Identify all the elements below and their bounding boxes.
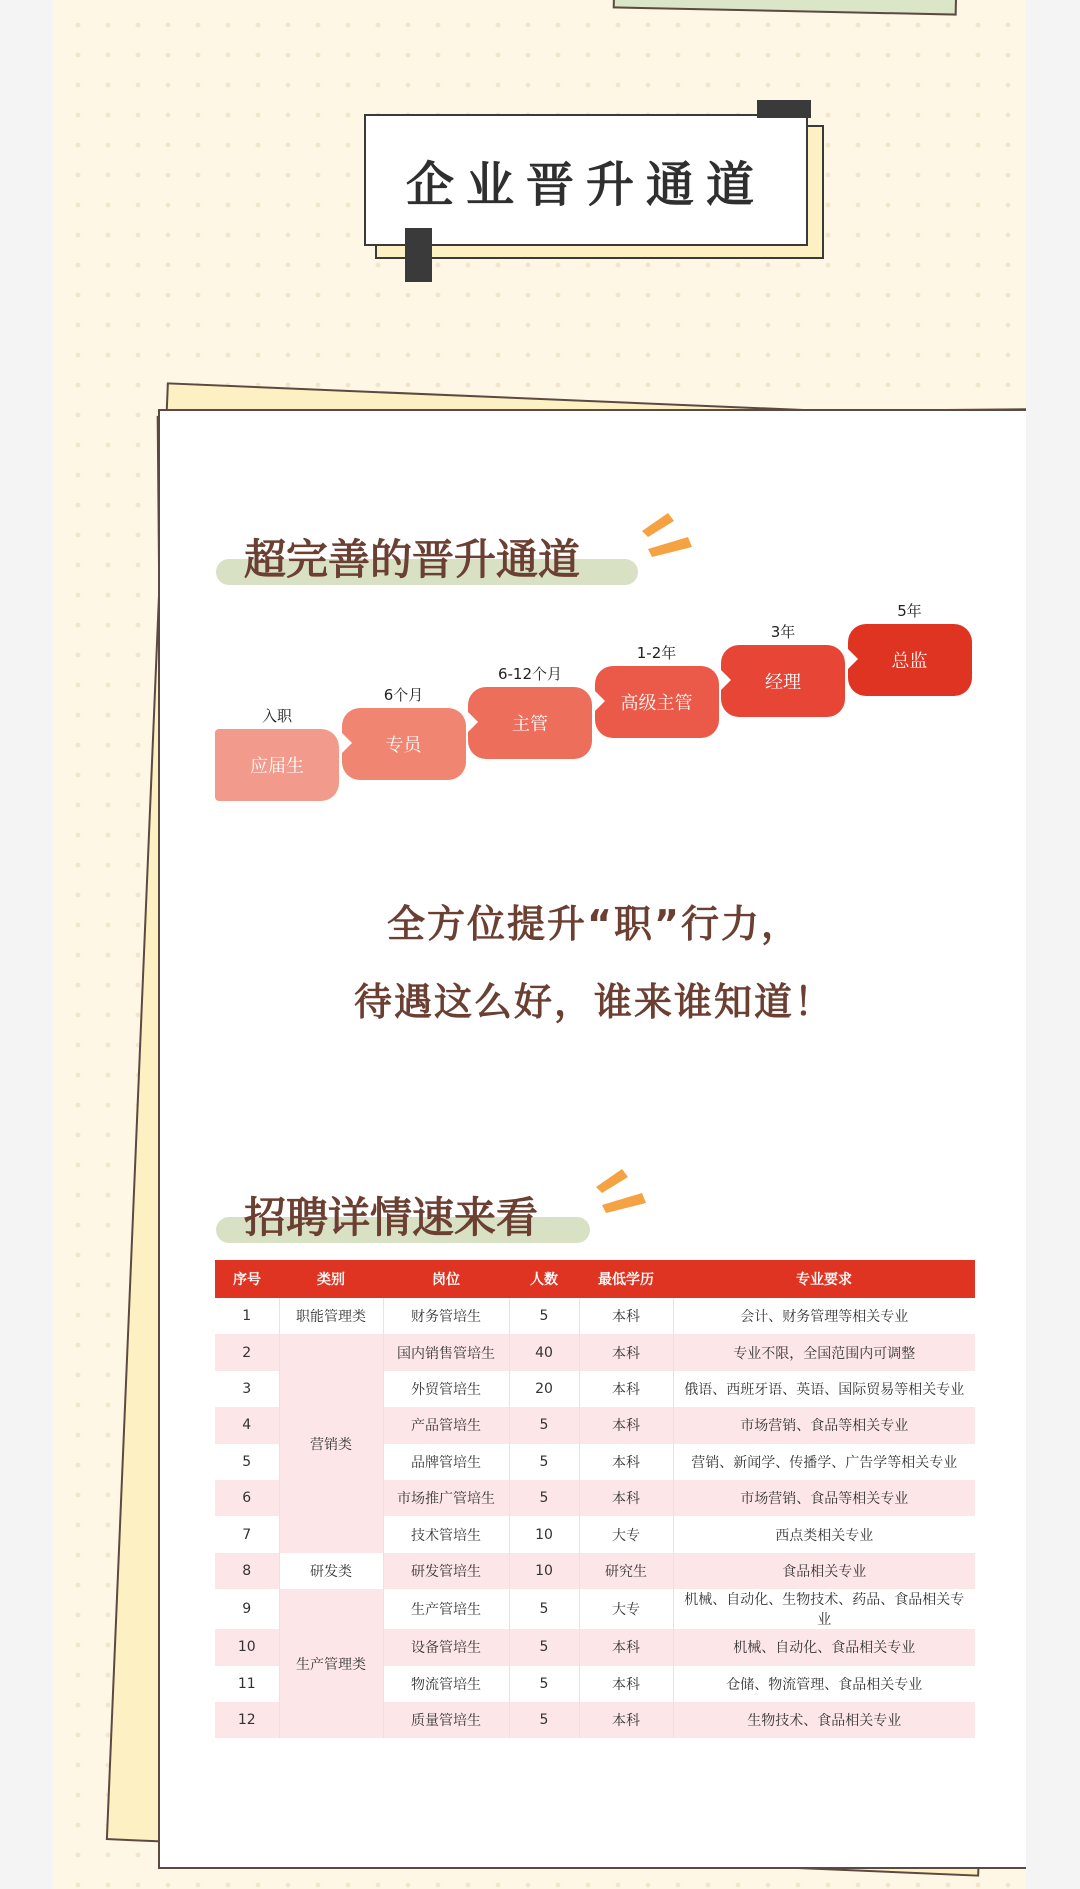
previous-card-edge bbox=[613, 0, 958, 16]
cell-position: 研发管培生 bbox=[383, 1553, 509, 1589]
cell-education: 本科 bbox=[579, 1666, 673, 1702]
table-row bbox=[215, 1553, 975, 1589]
cell-count: 5 bbox=[509, 1702, 579, 1738]
career-step bbox=[721, 645, 845, 717]
career-step-label: 总监 bbox=[891, 651, 928, 672]
cell-no: 6 bbox=[215, 1480, 279, 1516]
cell-count: 40 bbox=[509, 1334, 579, 1370]
cell-major: 市场营销、食品等相关专业 bbox=[673, 1407, 975, 1443]
table-row bbox=[215, 1589, 975, 1629]
cell-major: 机械、自动化、生物技术、药品、食品相关专业 bbox=[673, 1589, 975, 1629]
table-header-row bbox=[215, 1260, 975, 1298]
cell-position: 品牌管培生 bbox=[383, 1444, 509, 1480]
step-notch bbox=[594, 690, 605, 712]
cell-no: 10 bbox=[215, 1629, 279, 1665]
sparkle-icon bbox=[592, 1165, 652, 1213]
header-education: 最低学历 bbox=[579, 1260, 673, 1298]
cell-position: 质量管培生 bbox=[383, 1702, 509, 1738]
cell-count: 5 bbox=[509, 1589, 579, 1629]
content-card bbox=[158, 409, 1026, 1869]
table-row bbox=[215, 1298, 975, 1334]
milestone-label: 5年 bbox=[897, 602, 922, 620]
cell-no: 4 bbox=[215, 1407, 279, 1443]
banner-tab-bottom bbox=[405, 228, 432, 282]
milestone-label: 6个月 bbox=[383, 686, 424, 704]
banner-title: 企业晋升通道 bbox=[364, 114, 808, 246]
cell-position: 外贸管培生 bbox=[383, 1371, 509, 1407]
cell-major: 会计、财务管理等相关专业 bbox=[673, 1298, 975, 1334]
cell-no: 1 bbox=[215, 1298, 279, 1334]
sparkle-icon bbox=[638, 509, 698, 557]
slogan-line-2: 待遇这么好，谁来谁知道！ bbox=[353, 980, 834, 1024]
header-no: 序号 bbox=[215, 1260, 279, 1298]
cell-count: 5 bbox=[509, 1444, 579, 1480]
cell-education: 大专 bbox=[579, 1589, 673, 1629]
cell-position: 技术管培生 bbox=[383, 1516, 509, 1552]
cell-major: 仓储、物流管理、食品相关专业 bbox=[673, 1666, 975, 1702]
step-notch bbox=[720, 669, 731, 691]
header-position: 岗位 bbox=[383, 1260, 509, 1298]
cell-education: 研究生 bbox=[579, 1553, 673, 1589]
header-category: 类别 bbox=[279, 1260, 383, 1298]
heading-text: 招聘详情速来看 bbox=[244, 1193, 539, 1242]
cell-count: 10 bbox=[509, 1516, 579, 1552]
career-step bbox=[468, 687, 592, 759]
career-step bbox=[215, 729, 339, 801]
cell-major: 生物技术、食品相关专业 bbox=[673, 1702, 975, 1738]
cell-count: 5 bbox=[509, 1480, 579, 1516]
cell-count: 5 bbox=[509, 1407, 579, 1443]
cell-count: 5 bbox=[509, 1666, 579, 1702]
heading-text: 超完善的晋升通道 bbox=[244, 535, 581, 584]
cell-position: 财务管培生 bbox=[383, 1298, 509, 1334]
cell-position: 国内销售管培生 bbox=[383, 1334, 509, 1370]
career-step-label: 应届生 bbox=[250, 756, 304, 777]
cell-education: 本科 bbox=[579, 1407, 673, 1443]
header-count: 人数 bbox=[509, 1260, 579, 1298]
cell-position: 产品管培生 bbox=[383, 1407, 509, 1443]
milestone-label: 6-12个月 bbox=[497, 665, 563, 683]
cell-category: 生产管理类 bbox=[279, 1589, 383, 1738]
career-step-label: 专员 bbox=[385, 735, 422, 756]
recruitment-table bbox=[215, 1260, 975, 1738]
cell-no: 2 bbox=[215, 1334, 279, 1370]
banner-tab-top bbox=[757, 100, 811, 118]
career-step bbox=[342, 708, 466, 780]
cell-education: 本科 bbox=[579, 1480, 673, 1516]
cell-no: 3 bbox=[215, 1371, 279, 1407]
cell-position: 生产管培生 bbox=[383, 1589, 509, 1629]
cell-count: 5 bbox=[509, 1629, 579, 1665]
cell-no: 9 bbox=[215, 1589, 279, 1629]
cell-major: 食品相关专业 bbox=[673, 1553, 975, 1589]
cell-position: 设备管培生 bbox=[383, 1629, 509, 1665]
cell-count: 5 bbox=[509, 1298, 579, 1334]
cell-education: 大专 bbox=[579, 1516, 673, 1552]
cell-category: 研发类 bbox=[279, 1553, 383, 1589]
cell-major: 专业不限，全国范围内可调整 bbox=[673, 1334, 975, 1370]
career-step bbox=[595, 666, 719, 738]
cell-category: 营销类 bbox=[279, 1334, 383, 1552]
career-step-label: 高级主管 bbox=[620, 693, 693, 714]
milestone-label: 1-2年 bbox=[636, 644, 677, 662]
cell-category: 职能管理类 bbox=[279, 1298, 383, 1334]
career-step-label: 主管 bbox=[512, 714, 548, 735]
cell-no: 12 bbox=[215, 1702, 279, 1738]
career-step bbox=[848, 624, 972, 696]
cell-count: 10 bbox=[509, 1553, 579, 1589]
step-notch bbox=[341, 732, 352, 754]
milestone-label: 3年 bbox=[770, 623, 796, 641]
cell-education: 本科 bbox=[579, 1629, 673, 1665]
cell-position: 物流管培生 bbox=[383, 1666, 509, 1702]
cell-education: 本科 bbox=[579, 1298, 673, 1334]
slogan-line-1: 全方位提升“职”行力， bbox=[387, 902, 801, 946]
cell-position: 市场推广管培生 bbox=[383, 1480, 509, 1516]
cell-no: 5 bbox=[215, 1444, 279, 1480]
header-major: 专业要求 bbox=[673, 1260, 975, 1298]
cell-no: 8 bbox=[215, 1553, 279, 1589]
cell-major: 西点类相关专业 bbox=[673, 1516, 975, 1552]
page-background bbox=[53, 0, 1026, 1889]
table-row bbox=[215, 1334, 975, 1370]
cell-major: 营销、新闻学、传播学、广告学等相关专业 bbox=[673, 1444, 975, 1480]
step-notch bbox=[847, 648, 858, 670]
cell-education: 本科 bbox=[579, 1371, 673, 1407]
cell-major: 机械、自动化、食品相关专业 bbox=[673, 1629, 975, 1665]
cell-count: 20 bbox=[509, 1371, 579, 1407]
cell-no: 11 bbox=[215, 1666, 279, 1702]
cell-education: 本科 bbox=[579, 1334, 673, 1370]
cell-major: 市场营销、食品等相关专业 bbox=[673, 1480, 975, 1516]
step-notch bbox=[467, 711, 478, 733]
cell-education: 本科 bbox=[579, 1444, 673, 1480]
section-heading-recruitment bbox=[216, 1185, 538, 1245]
cell-major: 俄语、西班牙语、英语、国际贸易等相关专业 bbox=[673, 1371, 975, 1407]
cell-education: 本科 bbox=[579, 1702, 673, 1738]
section-heading-promotion bbox=[216, 527, 580, 587]
cell-no: 7 bbox=[215, 1516, 279, 1552]
career-step-label: 经理 bbox=[765, 672, 801, 693]
milestone-label: 入职 bbox=[261, 707, 292, 725]
